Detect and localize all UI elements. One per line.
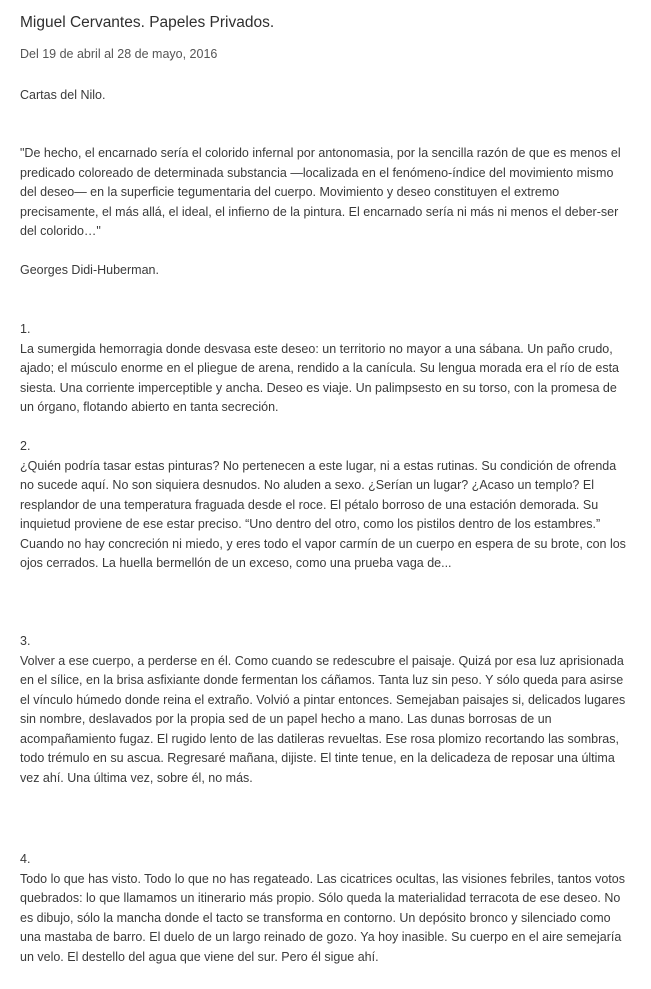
epigraph-author: Georges Didi-Huberman.	[20, 263, 159, 277]
section-text: La sumergida hemorragia donde desvasa este deseo: un territorio no mayor a una sábana. Un paño crudo, ajado; el músculo enorme en el pliegue de arena, rendido a la canícula. Su lengua morada era el río de esta siesta. Una corriente imperceptible y ancha. Deseo es viaje. Un palimpsesto en su torso, con la promesa de un órgano, flotando abierto en tanta secreción.	[20, 341, 619, 414]
section-number: 2.	[20, 439, 31, 453]
section-text: Volver a ese cuerpo, a perderse en él. Como cuando se redescubre el paisaje. Quizá por esa luz aprisionada en el sílice, en la brisa asfixiante donde fermentan los cáñamos. Tanta luz sin peso. Y sólo queda para asirse el vínculo húmedo donde reina el extraño. Volvió a pintar entonces. Semejaban paisajes si, delicados lugares sin nombre, deslavados por la propia sed de un papel hecho a mano. Las dunas borrosas de un acompañamiento fugaz. El rugido lento de las datileras revueltas. Ese rosa plomizo recortando las sombras, todo trémulo en su ascua. Regresaré mañana, dijiste. El tinte tenue, en la delicadeza de reposar una última vez ahí. Una última vez, sobre él, no más.	[20, 653, 626, 785]
subtitle: Cartas del Nilo.	[20, 88, 106, 102]
section-4	[20, 850, 632, 967]
section-text: Todo lo que has visto. Todo lo que no has regateado. Las cicatrices ocultas, las visiones febriles, tantos votos quebrados: lo que llamamos un itinerario más propio. Sólo queda la materialidad terracota de ese deseo. No es dibujo, sólo la mancha donde el tacto se transforma en contorno. Un depósito bronco y silenciado como una mastaba de barro. El duelo de un largo reinado de gozo. Ya hoy inasible. Su cuerpo en el aire semejaría un velo. El destello del agua que viene del sur. Pero él sigue ahí.	[20, 871, 625, 964]
section-number: 3.	[20, 634, 31, 648]
section-number: 4.	[20, 852, 31, 866]
epigraph-quote: "De hecho, el encarnado sería el colorido infernal por antonomasia, por la sencilla razón de que es menos el predicado coloreado de determinada substancia —localizada en el fenómeno-índice del movimiento mismo del deseo— en la superficie tegumentaria del cuerpo. Movimiento y deseo constituyen el extremo precisamente, el más allá, el ideal, el infierno de la pintura. El encarnado sería ni más ni menos el deber-ser del colorido…"	[20, 146, 621, 238]
section-1	[20, 320, 632, 418]
section-2	[20, 437, 632, 574]
section-3	[20, 632, 632, 788]
exhibition-dates: Del 19 de abril al 28 de mayo, 2016	[20, 47, 218, 61]
section-text: ¿Quién podría tasar estas pinturas? No pertenecen a este lugar, ni a estas rutinas. Su condición de ofrenda no sucede aquí. No son siquiera desnudos. No aluden a sexo. ¿Serían un lugar? ¿Acaso un templo? El resplandor de una temperatura fraguada desde el roce. El pétalo borroso de una estación demorada. Su inquietud proviene de ese estar preciso. “Uno dentro del otro, como los pistilos dentro de los estambres.” Cuando no hay concreción ni miedo, y eres todo el vapor carmín de un cuerpo en espera de su brote, con los ojos cerrados. La huella bermellón de un exceso, como una prueba vaga de...	[20, 458, 626, 570]
section-number: 1.	[20, 322, 31, 336]
page-title: Miguel Cervantes. Papeles Privados.	[20, 14, 275, 31]
